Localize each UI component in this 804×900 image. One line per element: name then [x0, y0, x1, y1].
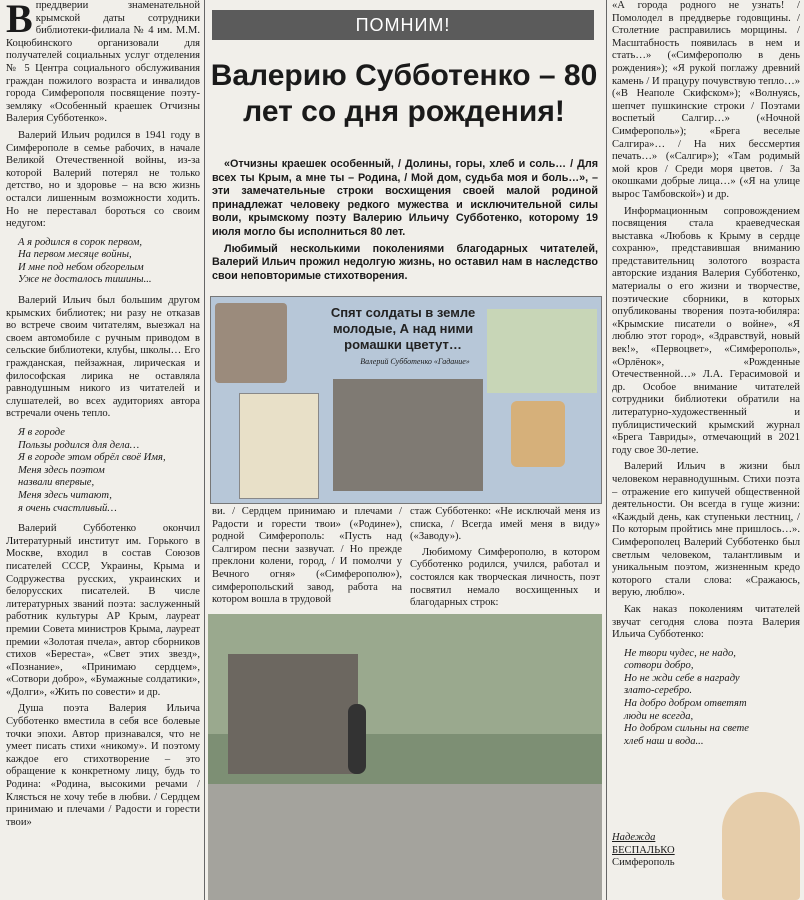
book-cover-image — [239, 393, 319, 499]
paragraph: Душа поэта Валерия Ильича Субботенко вместила в себя все болевые точки эпохи. Автор признавался, что не умеет писать стихи «никому». И поэтому каждое его стихотворение – это обращение к конкретному лицу, будь то Родина: «Родина, высокими речами / Клясться не хочу тебе в любви. / Сердцем принимаю и плечами / Радости и горести твои» — [6, 703, 200, 828]
drop-cap: В — [6, 0, 33, 41]
poem-excerpt-1: А я родился в сорок первом, На первом месяце войны, И мне под небом обгорелым Уже не досталось тишины... — [18, 236, 152, 286]
section-banner: ПОМНИМ! — [212, 10, 594, 40]
column-rule — [204, 0, 205, 900]
column-right — [612, 0, 800, 900]
veteran-photo-image — [333, 379, 483, 491]
middle-right-text: стаж Субботенко: «Не исключай меня из списка, / Всегда имей меня в виду» («Заводу»). Любимому Симферополю, в котором Субботенко родился, учился, работал и состоялся как творческая личность, поэт посвятил немало восхищенных и благодарных строк: — [410, 506, 600, 609]
paragraph: Валерий Ильич родился в 1941 году в Симферополе в семье рабочих, в начале Великой Отечественной войны, из-за которой Валерий потерял не только детство, но и здоровье – на всю жизнь осталси лишенным возможности ходить. Но не переставал бороться со своим недугом: — [6, 129, 200, 230]
article-headline: Валерию Субботенко – 80 лет со дня рождения! — [210, 59, 598, 128]
middle-left-text: ви. / Сердцем принимаю и плечами / Радости и горести твои» («Родине»), родной Симферополь: «Пусть над Салгиром песни зазвучат. / Но прежде преклони колени, город, / И помолчи у Вечного огня» («Симферополю»), симферопольский завод, работа на котором вошла в трудовой — [212, 506, 402, 606]
event-photo — [208, 614, 602, 900]
author-signature: Надежда БЕСПАЛЬКО Симферополь — [612, 832, 675, 869]
poster-verse: Спят солдаты в земле молодые, А над ними ромашки цветут… — [330, 305, 476, 352]
author-photo — [722, 792, 800, 900]
intro-paragraph: Впреддверии знаменательной крымской даты сотрудники библиотеки-филиала № 4 им. М.М. Коцюбинского организовали для получателей социальных услуг отделения № 5 Центра социального обслуживания граждан пожилого возраста и инвалидов города Симферополя посвящение поэту-земляку «Особенный краешек Отчизны Валерия Субботенко». — [6, 0, 200, 125]
column-rule — [606, 0, 607, 900]
poet-portrait-image — [215, 303, 287, 383]
lead-paragraph: Любимый несколькими поколениями благодарных читателей, Валерий Ильич прожил недолгую жизнь, но оставил нам в наследство свои неповторимые стихотворения. — [212, 242, 598, 282]
paragraph: Валерий Ильич был большим другом крымских библиотек; ни разу не отказав во встрече своим читателям, выезжал на своем автомобиле с ручным приводом в сельские библиотеки, клубы, школы… Его гражданская, пейзажная, лирическая и философская лирика не оставляла равнодушным никого из читателей и слушателей, во всех аудиториях автора встречали очень тепло. — [6, 295, 200, 420]
paragraph: «А города родного не узнать! / Помолодел в преддверье годовщины. / Столетние расправились морщины. / Масштабность появилась в нем и стать…» («Симферополю в день рождения»); «Я рукой поглажу древний камень / И працуру почувствую тепло…» («В Неаполе Скифском»); «Волнуясь, шепчет пушкинские строки / Поэтами воспетый Салгир…» («Ночной Симферополь»); «Брега веселые Салгира»… / На них бессмертия печать…» («Салгир»); «Там родимый мой кров / Среди моря цветов. / За окошками добрые лица…» («Я на улице вырос Тамбовской») и др. — [612, 0, 800, 200]
closing-poem: Не твори чудес, не надо, сотвори добро, Но не жди себе в награду злато-серебро. На добро добром ответят люди не всегда, Но добром сильны на свете хлеб наш и вода... — [624, 647, 749, 747]
paragraph: Информационным сопровождением посвящения стала краеведческая выставка «Любовь к Крыму в сердце сохраню», представившая вниманию представительниц золотого возраста авторские издания Валерия Субботенко, материалы о его жизни и творчестве, поэтические сборники, в которых опубликованы творения поэта-юбиляра: «Крымские писатели о войне», «Я люблю этот город», «Здравствуй, новый век!», «Первоцвет», «Симферополь», «Орлёнок», «Рожденные Отечественной…» Л.А. Герасимовой и др. Особое внимание читателей сотрудники библиотеки обратили на литературно-художественный и публицистический крымский журнал «Брега Тавриды», отмечающий в 2021 году свое 30-летие. — [612, 205, 800, 456]
paragraph: Как наказ поколениям читателей звучат сегодня слова поэта Валерия Ильича Субботенко: — [612, 603, 800, 641]
speaker-figure — [348, 704, 366, 774]
poster-credit: Валерий Субботенко «Гадание» — [360, 357, 470, 366]
medal-image — [511, 401, 565, 467]
lead-paragraph: «Отчизны краешек особенный, / Долины, горы, хлеб и соль… / Для всех ты Крым, а мне ты – Родина, / Мой дом, судьба моя и боль…», – эти замечательные строки восхищения своей малой родиной принадлежат человеку редкого мужества и исключительной силы воли, крымскому поэту Валерию Ильичу Субботенко, которому 19 июля могло бы исполниться 80 лет. — [212, 158, 598, 238]
column-left — [6, 0, 200, 900]
poem-excerpt-2: Я в городе Пользы родился для дела… Я в городе этом обрёл своё Имя, Меня здесь поэтом назвали впервые, Меня здесь читают, я очень счастливый… — [18, 427, 166, 514]
illustration-collage — [210, 296, 602, 504]
flowers-image — [487, 309, 597, 393]
paragraph: Валерий Ильич в жизни был человеком неравнодушным. Стихи поэта – отражение его кипучей общественной деятельности. Он всегда в гуще жизни: «Каждый день, как ступеньки лестниц, / По которым пройтись мне пришлось…». Симферополец Валерий Субботенко был светлым человеком, талантливым и уникальным поэтом, жизненным кредо которого стали слова: «Сражаюсь, верую, люблю». — [612, 461, 800, 599]
article-lead — [212, 158, 598, 286]
paragraph: Валерий Субботенко окончил Литературный институт им. Горького в Москве, входил в состав Союзов писателей СССР, Украины, Крыма и Содружества русских, украинских и белорусских писателей. В числе литературных званий поэта: заслуженный работник культуры АР Крым, лауреат премии Совета министров Крыма, лауреат премии «Золотая пчела», автор сборников стихов «Береста», «Свет этих звезд», «Познание», «Принимаю сердцем», «Сотвори добро», «Бумажные солдатики», «Долги», «Жить по совести» и др. — [6, 523, 200, 698]
